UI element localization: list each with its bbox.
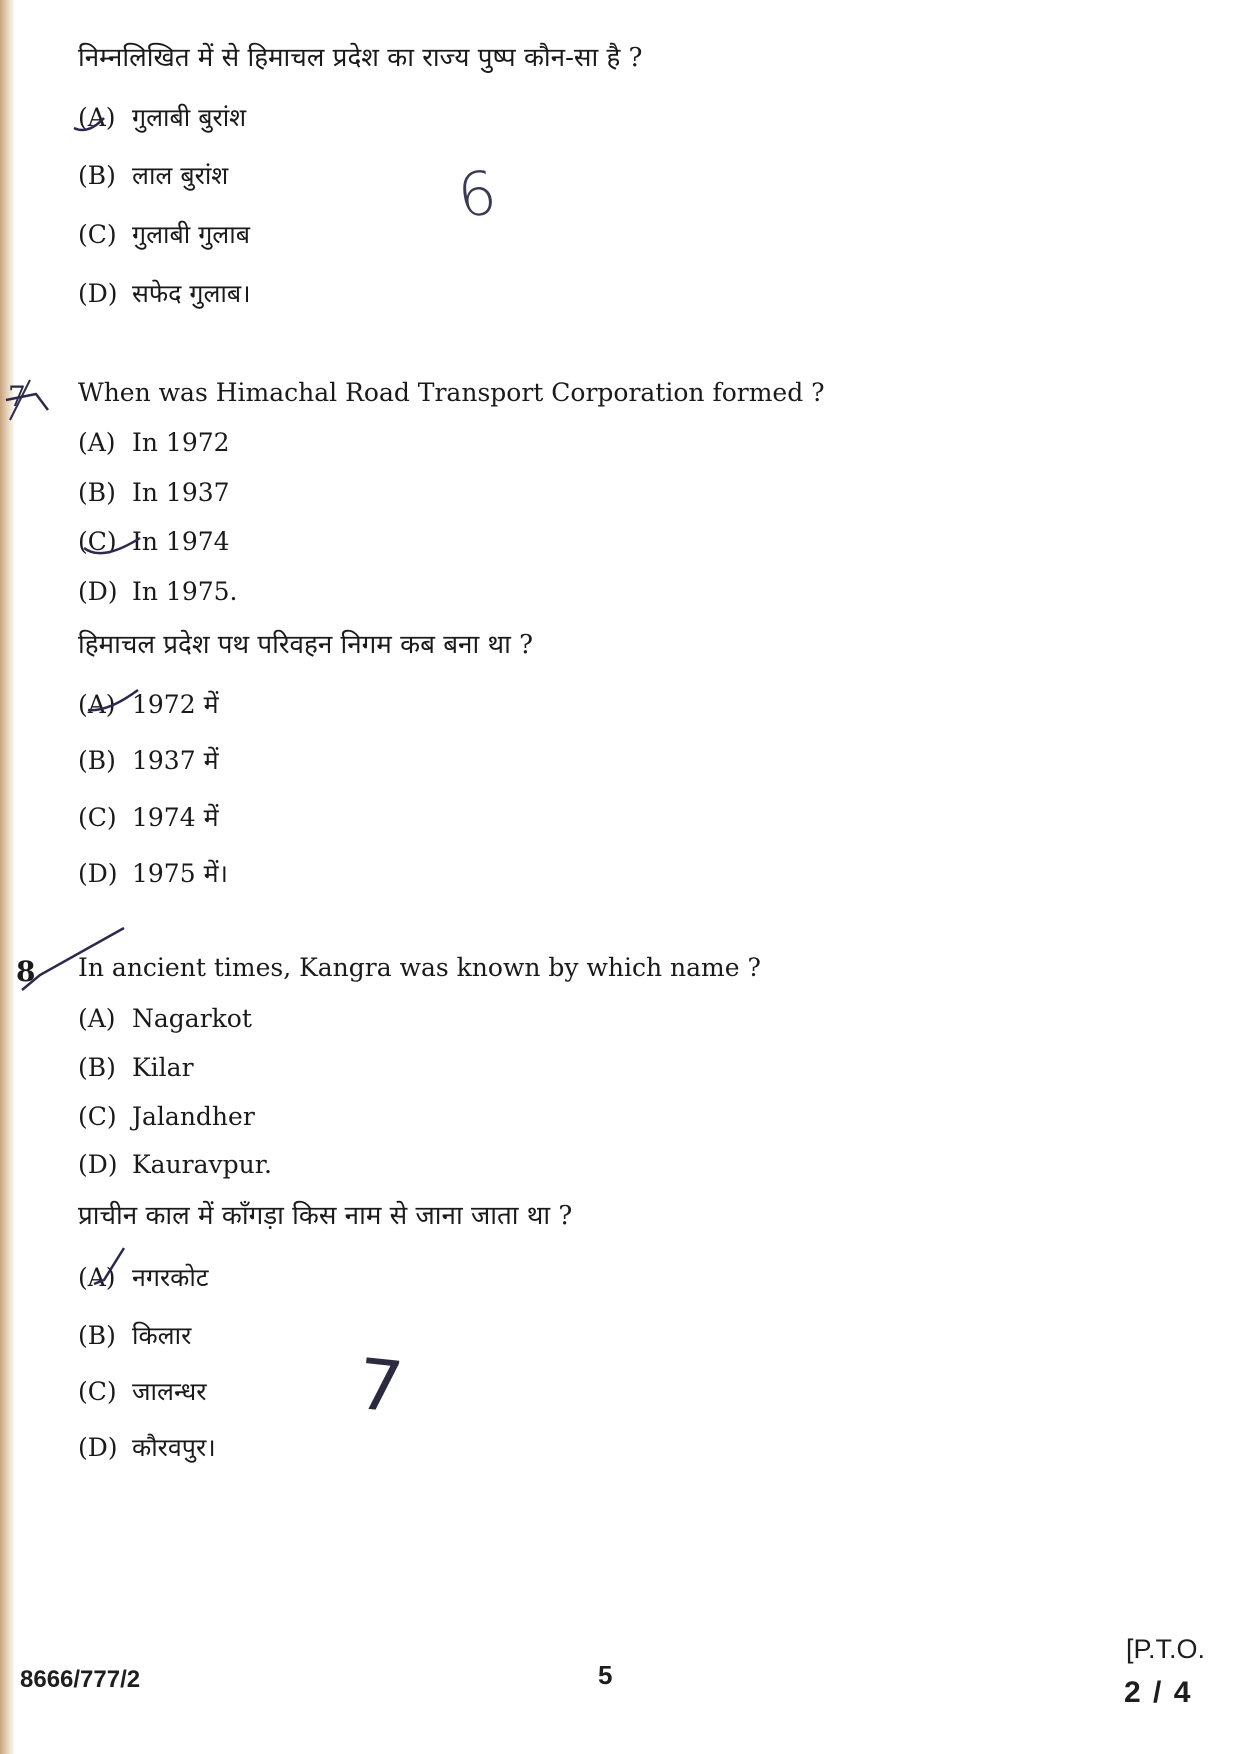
pto-label: [P.T.O.: [1126, 1634, 1206, 1664]
option-text: सफेद गुलाब।: [132, 279, 251, 308]
option-label: (C): [78, 1102, 117, 1131]
q7-english-option-b: [78, 478, 230, 507]
option-text: In 1937: [132, 478, 230, 507]
q6-hindi-option-b: [78, 158, 228, 192]
option-label: (A): [78, 103, 116, 132]
q8-english-option-b: [78, 1053, 194, 1082]
option-text: लाल बुरांश: [132, 161, 229, 190]
option-text: In 1974: [132, 527, 230, 556]
option-text: In 1975.: [132, 577, 238, 606]
q8-hindi-option-b: [78, 1318, 191, 1352]
option-label: (C): [78, 803, 117, 832]
option-label: (C): [78, 527, 117, 556]
option-text: किलार: [132, 1321, 192, 1350]
q8-english-option-c: [78, 1102, 255, 1131]
q8-number: 8: [16, 955, 36, 988]
q6-hindi-option-c: [78, 217, 250, 251]
option-text: 1972 में: [132, 690, 219, 719]
option-label: (B): [78, 1321, 116, 1350]
handwritten-score-6: 6: [453, 157, 501, 233]
q7-hindi-option-b: [78, 743, 219, 777]
option-label: (A): [78, 428, 116, 457]
q8-english-option-a: [78, 1004, 252, 1033]
q7-hindi-option-a: [78, 687, 219, 721]
q7-hindi-option-d: [78, 856, 228, 890]
q7-english-question: When was Himachal Road Transport Corporation formed ?: [78, 378, 825, 407]
q8-hindi-option-a: [78, 1260, 208, 1294]
q8-english-option-d: [78, 1150, 272, 1179]
option-label: (D): [78, 577, 118, 606]
option-text: 1974 में: [132, 803, 219, 832]
option-text: नगरकोट: [132, 1263, 209, 1292]
q7-hindi-option-c: [78, 800, 219, 834]
option-text: Kilar: [132, 1053, 194, 1082]
q6-hindi-question: निम्नलिखित में से हिमाचल प्रदेश का राज्य पुष्प कौन-सा है ?: [78, 43, 643, 73]
option-label: (C): [78, 220, 117, 249]
q6-hindi-option-d: [78, 276, 251, 310]
handwritten-score-7: 7: [353, 1342, 407, 1430]
q8-hindi-option-c: [78, 1374, 207, 1408]
option-text: जालन्धर: [132, 1377, 207, 1406]
page-number: 5: [598, 1660, 613, 1690]
q7-number: 7: [8, 380, 26, 413]
option-label: (D): [78, 279, 118, 308]
option-label: (B): [78, 478, 116, 507]
option-label: (A): [78, 1263, 116, 1292]
q7-english-option-c: [78, 527, 230, 556]
option-text: Jalandher: [132, 1102, 255, 1131]
option-label: (B): [78, 161, 116, 190]
option-label: (B): [78, 1053, 116, 1082]
q7-hindi-question: हिमाचल प्रदेश पथ परिवहन निगम कब बना था ?: [78, 630, 534, 660]
q8-hindi-option-d: [78, 1430, 216, 1464]
option-label: (A): [78, 690, 116, 719]
option-text: Kauravpur.: [132, 1150, 272, 1179]
option-text: Nagarkot: [132, 1004, 252, 1033]
scan-edge: [0, 0, 14, 1754]
option-text: 1937 में: [132, 746, 219, 775]
option-text: 1975 में।: [132, 859, 228, 888]
q6-hindi-option-a: [78, 100, 246, 134]
option-label: (C): [78, 1377, 117, 1406]
option-label: (D): [78, 1433, 118, 1462]
option-text: कौरवपुर।: [132, 1433, 216, 1462]
option-label: (D): [78, 859, 118, 888]
sheet-number: 2 / 4: [1124, 1676, 1193, 1709]
q8-hindi-question: प्राचीन काल में काँगड़ा किस नाम से जाना जाता था ?: [78, 1201, 573, 1231]
option-text: गुलाबी बुरांश: [132, 103, 247, 132]
q8-english-question: In ancient times, Kangra was known by which name ?: [78, 953, 761, 982]
option-label: (B): [78, 746, 116, 775]
q7-english-option-a: [78, 428, 230, 457]
option-text: गुलाबी गुलाब: [132, 220, 250, 249]
option-label: (A): [78, 1004, 116, 1033]
paper-code: 8666/777/2: [20, 1666, 141, 1693]
option-text: In 1972: [132, 428, 230, 457]
option-label: (D): [78, 1150, 118, 1179]
q7-english-option-d: [78, 577, 238, 606]
